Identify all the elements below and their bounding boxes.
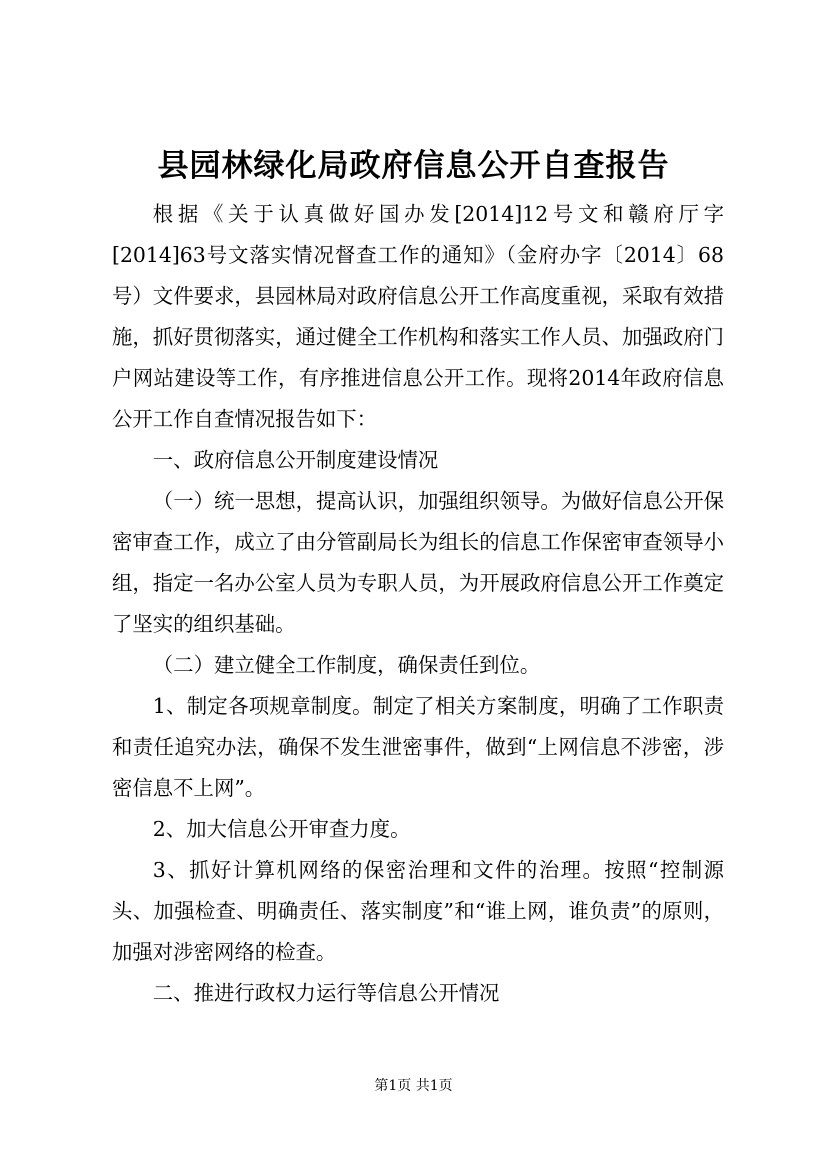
section-heading-2: 二、推进行政权力运行等信息公开情况 <box>152 981 500 1005</box>
paragraph-subheading-2: （二）建立健全工作制度，确保责任到位。 <box>152 653 541 677</box>
paragraph-item-2: 2、加大信息公开审查力度。 <box>152 817 411 841</box>
document-title: 县园林绿化局政府信息公开自查报告 <box>157 148 670 184</box>
page-footer: 第1页 共1页 <box>374 1078 453 1094</box>
paragraph-item-1: 1、制定各项规章制度。制定了相关方案制度，明确了工作职责和责任追究办法，确保不发生泄密事件，做到“上网信息不涉密，涉密信息不上网”。 <box>112 694 724 800</box>
paragraph-intro: 根据《关于认真做好国办发[2014]12号文和赣府厅字[2014]63号文落实情况督查工作的通知》（金府办字〔2014〕68号）文件要求，县园林局对政府信息公开工作高度重视，采取有效措施，抓好贯彻落实，通过健全工作机构和落实工作人员、加强政府门户网站建设等工作，有序推进信息公开工作。现将2014年政府信息公开工作自查情况报告如下： <box>112 202 724 431</box>
document-body <box>112 194 724 1014</box>
paragraph-item-3: 3、抓好计算机网络的保密治理和文件的治理。按照“控制源头、加强检查、明确责任、落实制度”和“谁上网，谁负责”的原则，加强对涉密网络的检查。 <box>112 858 724 964</box>
paragraph-organization: （一）统一思想，提高认识，加强组织领导。为做好信息公开保密审查工作，成立了由分管副局长为组长的信息工作保密审查领导小组，指定一名办公室人员为专职人员，为开展政府信息公开工作奠定了坚实的组织基础。 <box>112 489 724 636</box>
section-heading-1: 一、政府信息公开制度建设情况 <box>152 448 439 472</box>
